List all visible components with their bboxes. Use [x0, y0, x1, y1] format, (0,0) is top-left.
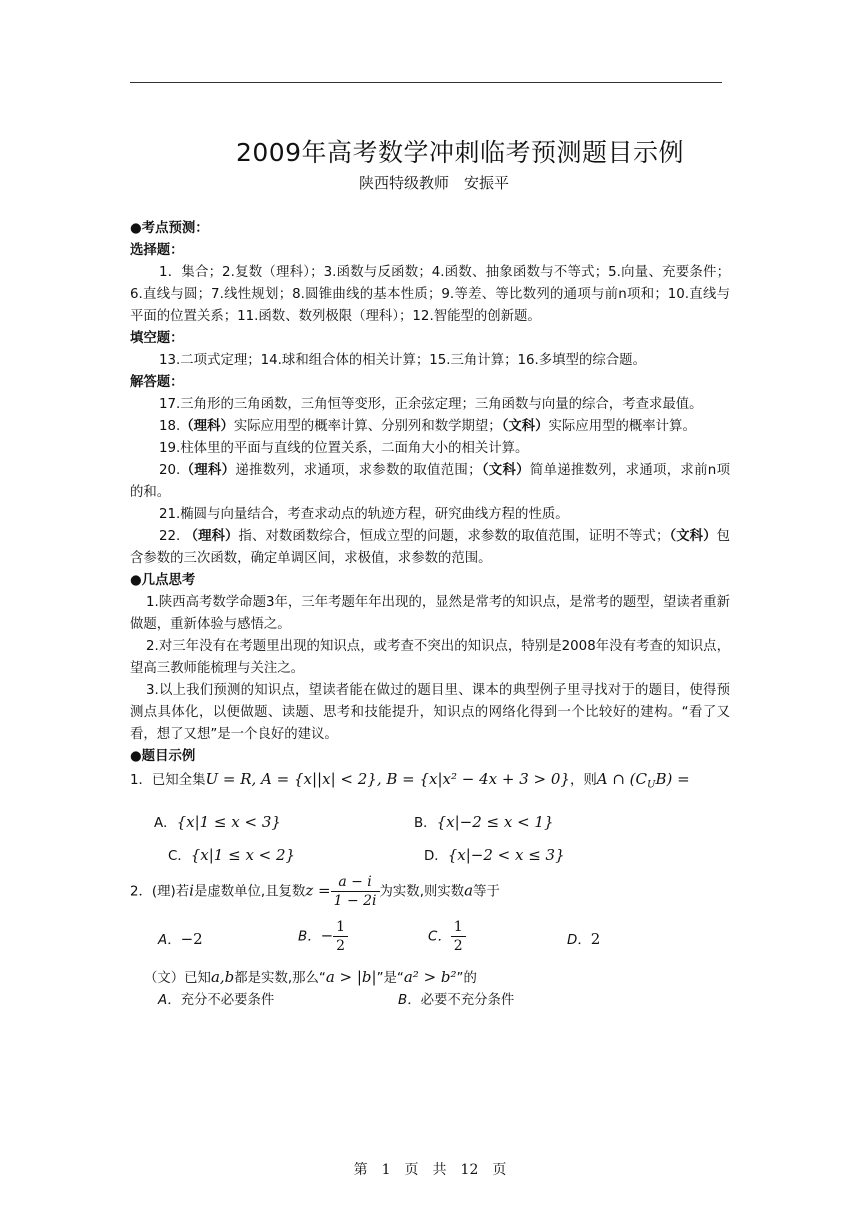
section-heading-thoughts: ●几点思考 [130, 573, 196, 588]
thought-2: 2.对三年没有在考题里出现的知识点，或考查不突出的知识点，特别是2008年没有考查的知识点，望高三教师能梳理与关注之。 [130, 639, 730, 676]
answer-topic-21: 21.椭圆与向量结合，考查求动点的轨迹方程，研究曲线方程的性质。 [159, 507, 569, 522]
section-heading-examples: ●题目示例 [130, 749, 196, 764]
q2-option-d: D．2 [567, 929, 601, 948]
q2-option-c: C． $\frac{1}{2}$ [428, 918, 466, 955]
answer-topic-20: 20.（理科）递推数列，求通项，求参数的取值范围；（文科）简单递推数列，求通项，求前n项的和。 [130, 463, 730, 500]
q1-option-a: A．{x|1 ≤ x < 3} [154, 812, 281, 831]
question-2-wen-stem: （文）已知a,b都是实数,那么“a > |b|”是“a² > b²”的 [144, 967, 477, 986]
q2-wen-option-a: A．充分不必要条件 [158, 992, 275, 1008]
answer-topic-22: 22. （理科）指、对数函数综合，恒成立型的问题，求参数的取值范围，证明不等式；（文科）包含参数的三次函数，确定单调区间，求极值，求参数的范围。 [130, 529, 731, 566]
document-body [130, 218, 730, 1014]
choice-heading: 选择题： [130, 243, 184, 258]
question-2-stem: 2．(理)若i是虚数单位,且复数z = $\frac{a - i}{1 - 2i}$ 为实数,则实数a等于 [130, 873, 500, 909]
page-footer: 第 1 页 共 12 页 [353, 1162, 507, 1178]
section-heading-predictions: ●考点预测： [130, 221, 209, 236]
question-1-options-row-1 [130, 807, 730, 840]
q1-option-b: B．{x|−2 ≤ x < 1} [414, 812, 554, 831]
fill-heading: 填空题： [130, 331, 184, 346]
document-title: 2009年高考数学冲刺临考预测题目示例 [235, 138, 685, 167]
thought-1: 1.陕西高考数学命题3年，三年考题年年出现的，显然是常考的知识点，是常考的题型，望读者重新做题，重新体验与感悟之。 [130, 595, 730, 632]
question-2-wen-options [130, 990, 730, 1014]
header-rule [130, 82, 722, 83]
answer-topic-18: 18.（理科）实际应用型的概率计算、分别列和数学期望；（文科）实际应用型的概率计算。 [159, 419, 696, 434]
question-1-options-row-2 [130, 840, 730, 873]
author-line: 陕西特级教师 安振平 [358, 174, 509, 192]
question-1-stem: 1．已知全集U = R, A = {x||x| < 2}, B = {x|x² − 4x + 3 > 0}，则A ∩ $(C_UB)$ = [130, 770, 690, 791]
q1-option-c: C．{x|1 ≤ x < 2} [168, 845, 296, 864]
q2-option-a: A．−2 [158, 929, 203, 948]
q2-option-b: B．− $\frac{1}{2}$ [298, 918, 348, 955]
question-2-options [130, 918, 730, 962]
answer-heading: 解答题： [130, 375, 184, 390]
thought-3: 3.以上我们预测的知识点，望读者能在做过的题目里、课本的典型例子里寻找对于的题目，使得预测点具体化，以便做题、读题、思考和技能提升，知识点的网络化得到一个比较好的建构。“看了又看，想了又想”是一个良好的建议。 [130, 683, 730, 742]
answer-topic-17: 17.三角形的三角函数，三角恒等变形，正余弦定理；三角函数与向量的综合，考查求最值。 [159, 397, 703, 412]
choice-topics: 1．集合；2.复数（理科）；3.函数与反函数；4.函数、抽象函数与不等式；5.向量、充要条件；6.直线与圆；7.线性规划；8.圆锥曲线的基本性质；9.等差、等比数列的通项与前n项和；10.直线与平面的位置关系；11.函数、数列极限（理科）；12.智能型的创新题。 [130, 265, 730, 324]
q2-fraction: $\frac{a - i}{1 - 2i}$ [331, 873, 380, 910]
q2-wen-option-b: B．必要不充分条件 [398, 992, 515, 1008]
q1-option-d: D．{x|−2 < x ≤ 3} [424, 845, 565, 864]
answer-topic-19: 19.柱体里的平面与直线的位置关系，二面角大小的相关计算。 [159, 441, 529, 456]
fill-topics: 13.二项式定理；14.球和组合体的相关计算；15.三角计算；16.多填型的综合题。 [159, 353, 646, 368]
